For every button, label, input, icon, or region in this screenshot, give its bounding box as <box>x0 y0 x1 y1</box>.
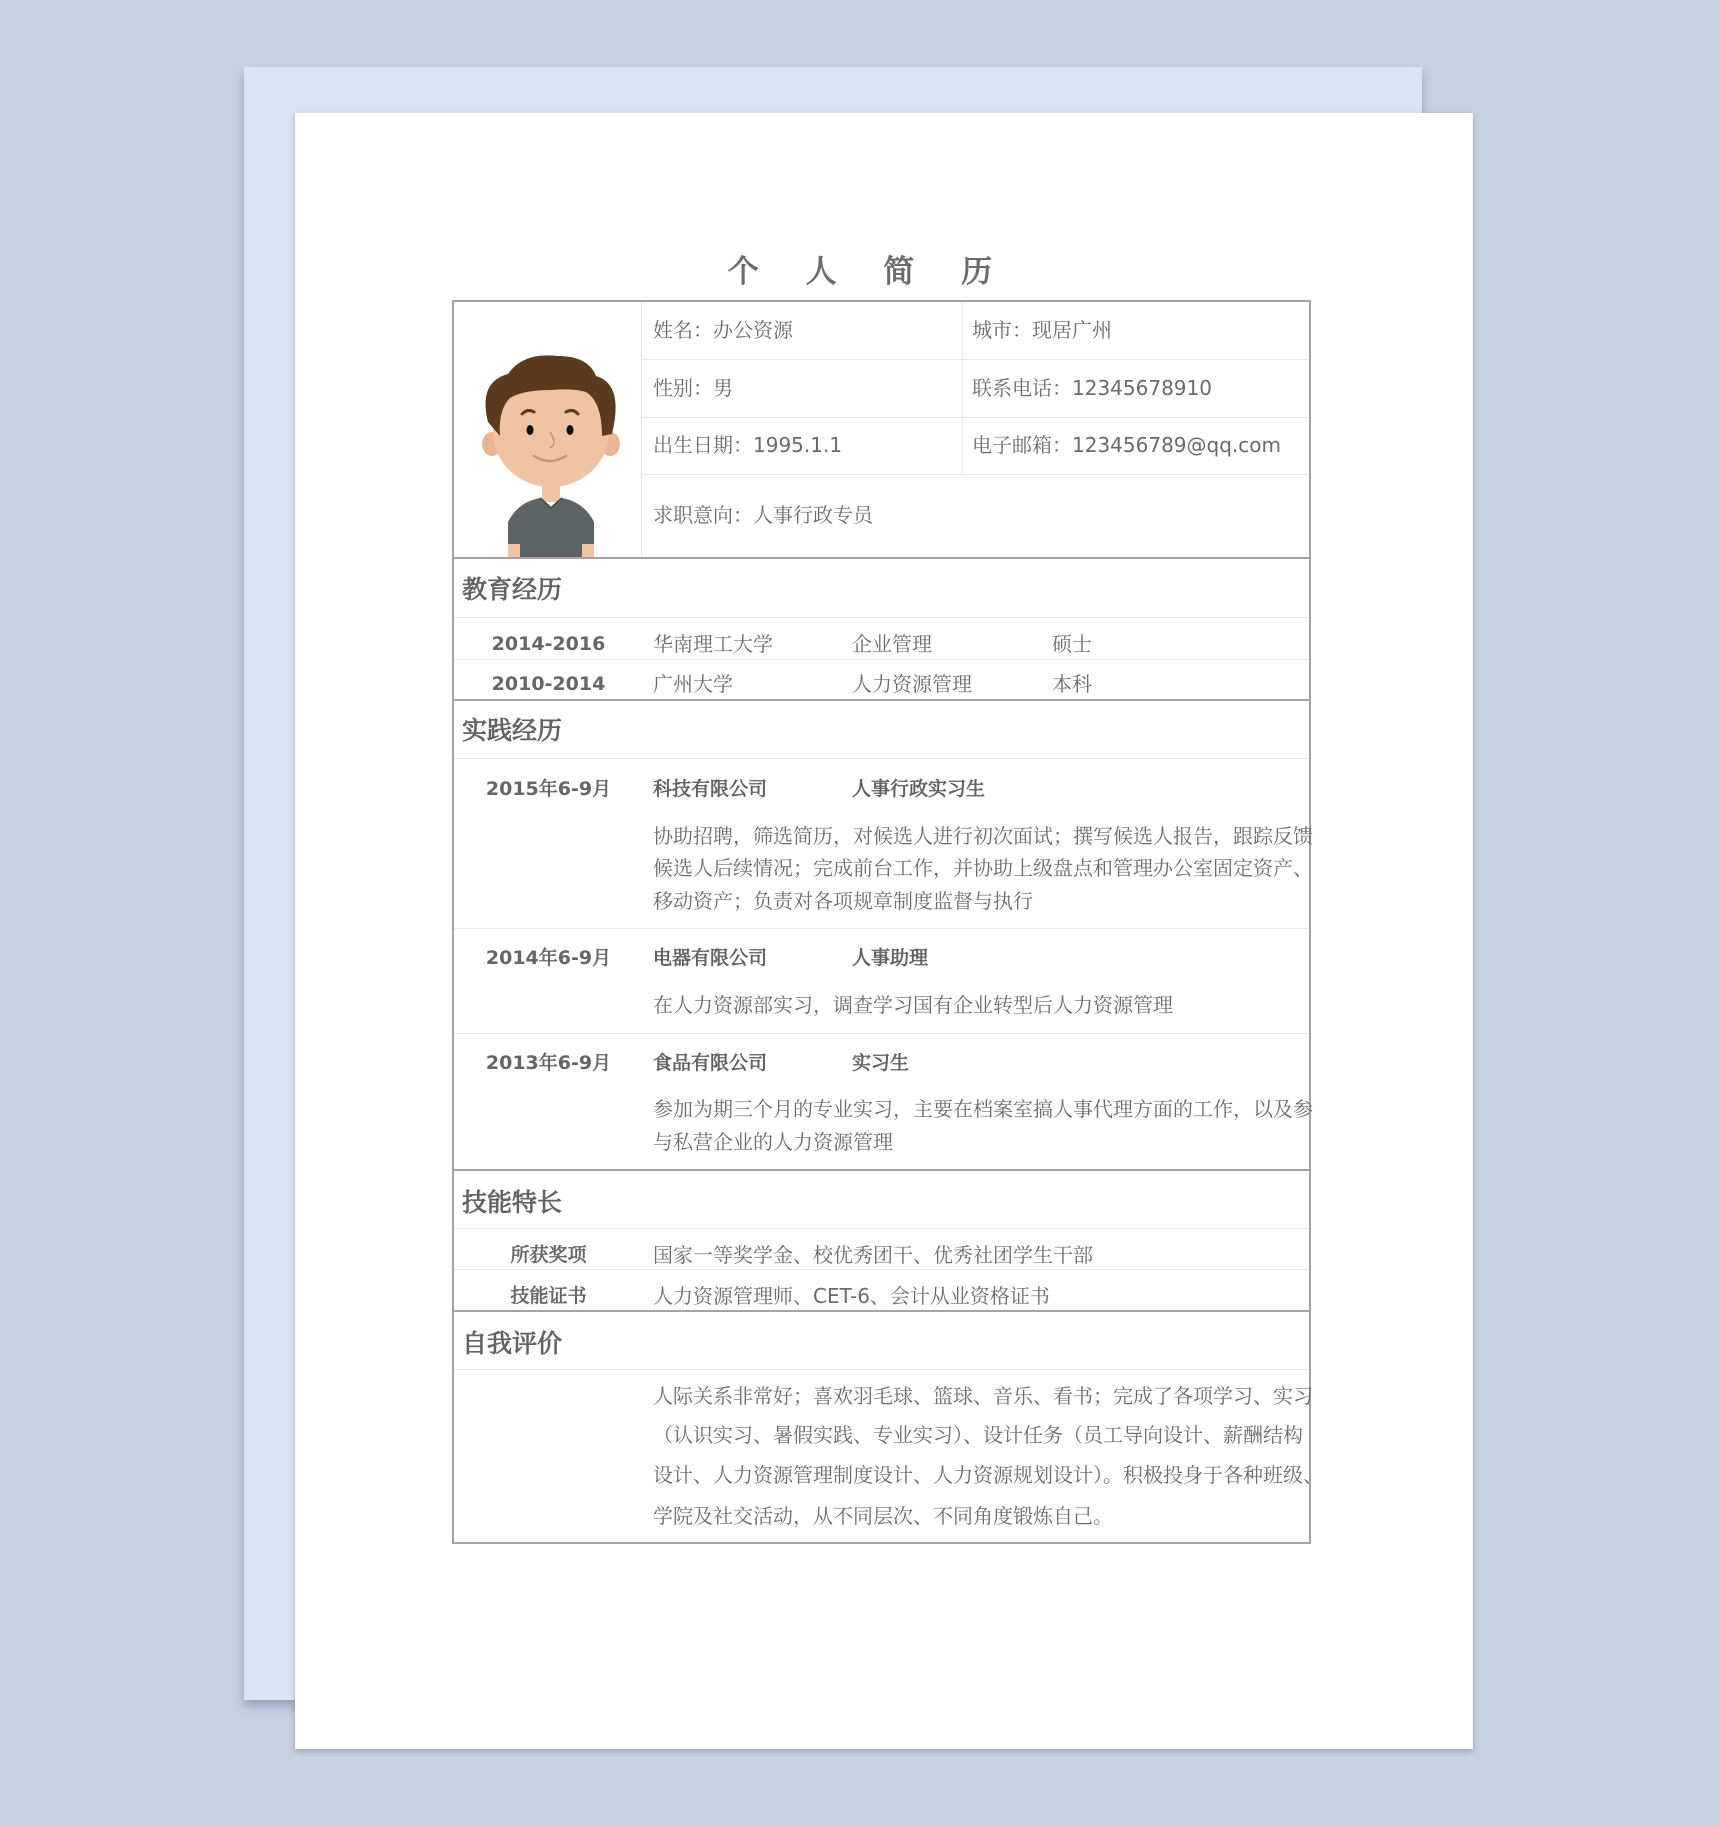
practice-desc-line: 候选人后续情况；完成前台工作，并协助上级盘点和管理办公室固定资产、 <box>653 856 1313 880</box>
skill-value: 人力资源管理师、CET-6、会计从业资格证书 <box>653 1284 1050 1308</box>
practice-desc-line: 在人力资源部实习，调查学习国有企业转型后人力资源管理 <box>653 993 1173 1017</box>
photo-divider <box>641 302 642 557</box>
practice-company: 食品有限公司 <box>653 1052 768 1074</box>
practice-company: 电器有限公司 <box>653 947 768 969</box>
skill-label: 所获奖项 <box>510 1244 587 1266</box>
section-border <box>454 699 1309 701</box>
edu-major: 企业管理 <box>852 632 932 656</box>
practice-role: 实习生 <box>852 1052 910 1074</box>
row-line <box>454 1369 1309 1370</box>
edu-major: 人力资源管理 <box>852 672 972 696</box>
edu-years: 2010-2014 <box>491 673 606 695</box>
name-field: 姓名：办公资源 <box>653 318 793 342</box>
skills-heading: 技能特长 <box>462 1188 563 1217</box>
practice-date: 2013年6-9月 <box>485 1052 612 1074</box>
edu-years: 2014-2016 <box>491 633 606 655</box>
resume-table <box>452 300 1323 1544</box>
practice-desc-line: 协助招聘，筛选简历，对候选人进行初次面试；撰写候选人报告，跟踪反馈 <box>653 824 1313 848</box>
edu-degree: 本科 <box>1052 672 1092 696</box>
practice-desc-line: 移动资产；负责对各项规章制度监督与执行 <box>653 889 1033 913</box>
self-eval-heading: 自我评价 <box>462 1329 563 1358</box>
row-line <box>454 659 1309 660</box>
practice-desc-line: 参加为期三个月的专业实习，主要在档案室搞人事代理方面的工作，以及参 <box>653 1097 1313 1121</box>
practice-date: 2015年6-9月 <box>485 778 612 800</box>
practice-role: 人事助理 <box>852 947 929 969</box>
practice-role: 人事行政实习生 <box>852 778 986 800</box>
row-line <box>454 1228 1309 1229</box>
skill-value: 国家一等奖学金、校优秀团干、优秀社团学生干部 <box>653 1243 1093 1267</box>
practice-desc-line: 与私营企业的人力资源管理 <box>653 1130 893 1154</box>
education-heading: 教育经历 <box>462 575 563 604</box>
info-middle-divider <box>962 302 963 474</box>
self-eval-line: 学院及社交活动，从不同层次、不同角度锻炼自己。 <box>653 1504 1113 1528</box>
practice-company: 科技有限公司 <box>653 778 768 800</box>
section-border <box>454 1169 1309 1171</box>
edu-degree: 硕士 <box>1052 632 1092 656</box>
section-border <box>454 557 1309 559</box>
email-field: 电子邮箱：123456789@qq.com <box>972 433 1281 457</box>
city-field: 城市：现居广州 <box>972 318 1112 342</box>
info-row-line <box>642 417 1309 418</box>
row-line <box>454 1269 1309 1270</box>
row-line <box>454 758 1309 759</box>
row-line <box>454 617 1309 618</box>
phone-field: 联系电话：12345678910 <box>972 376 1212 400</box>
birth-field: 出生日期：1995.1.1 <box>653 433 843 457</box>
objective-field: 求职意向：人事行政专员 <box>653 503 873 527</box>
self-eval-line: 设计、人力资源管理制度设计、人力资源规划设计）。积极投身于各种班级、 <box>653 1463 1323 1487</box>
edu-school: 华南理工大学 <box>653 632 773 656</box>
practice-date: 2014年6-9月 <box>485 947 612 969</box>
edu-school: 广州大学 <box>653 672 733 696</box>
row-line <box>454 928 1309 929</box>
avatar <box>478 352 624 558</box>
self-eval-line: 人际关系非常好；喜欢羽毛球、篮球、音乐、看书；完成了各项学习、实习 <box>653 1384 1313 1408</box>
row-line <box>454 1033 1309 1034</box>
page-title: 个 人 简 历 <box>727 254 1011 290</box>
info-row-line <box>642 359 1309 360</box>
skill-label: 技能证书 <box>510 1285 587 1307</box>
section-border <box>454 1310 1309 1312</box>
self-eval-line: （认识实习、暑假实践、专业实习）、设计任务（员工导向设计、薪酬结构 <box>653 1423 1303 1447</box>
practice-heading: 实践经历 <box>462 716 563 745</box>
info-row-line <box>642 474 1309 475</box>
gender-field: 性别：男 <box>653 376 733 400</box>
